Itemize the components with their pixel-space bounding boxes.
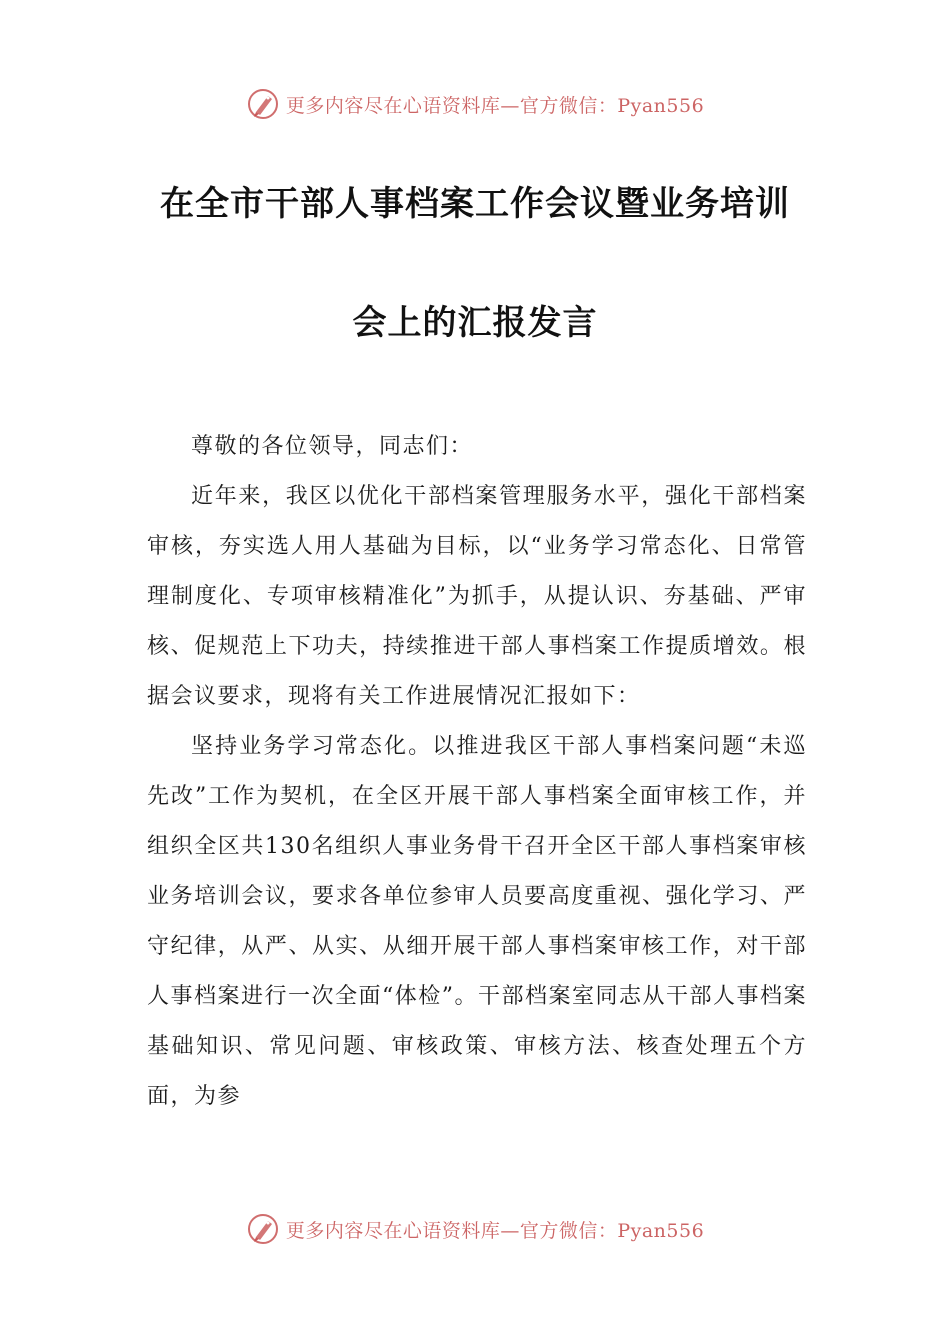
paragraph: 近年来，我区以优化干部档案管理服务水平，强化干部档案审核，夯实选人用人基础为目标，以“业务学习常态化、日常管理制度化、专项审核精准化”为抓手，从提认识、夯基础、严审核、促规范上下功夫，持续推进干部人事档案工作提质增效。根据会议要求，现将有关工作进展情况汇报如下： xyxy=(147,484,807,709)
document-title-line-2: 会上的汇报发言 xyxy=(352,303,598,343)
watermark-text: 更多内容尽在心语资料库—官方微信：Pyan556 xyxy=(285,1219,705,1242)
watermark-text: 更多内容尽在心语资料库—官方微信：Pyan556 xyxy=(285,94,705,117)
watermark-banner-top xyxy=(0,84,950,124)
watermark-banner-bottom xyxy=(0,1209,950,1249)
paragraph: 坚持业务学习常态化。以推进我区干部人事档案问题“未巡先改”工作为契机，在全区开展干部人事档案全面审核工作，并组织全区共130名组织人事业务骨干召开全区干部人事档案审核业务培训会议，要求各单位参审人员要高度重视、强化学习、严守纪律，从严、从实、从细开展干部人事档案审核工作，对干部人事档案进行一次全面“体检”。干部档案室同志从干部人事档案基础知识、常见问题、审核政策、审核方法、核查处理五个方面，为参 xyxy=(147,734,807,1109)
document-body xyxy=(147,422,807,1122)
pen-nib-logo-icon xyxy=(246,1212,280,1246)
document-title-line-1: 在全市干部人事档案工作会议暨业务培训 xyxy=(160,184,790,224)
salutation: 尊敬的各位领导，同志们： xyxy=(191,434,474,459)
pen-nib-logo-icon xyxy=(246,87,280,121)
